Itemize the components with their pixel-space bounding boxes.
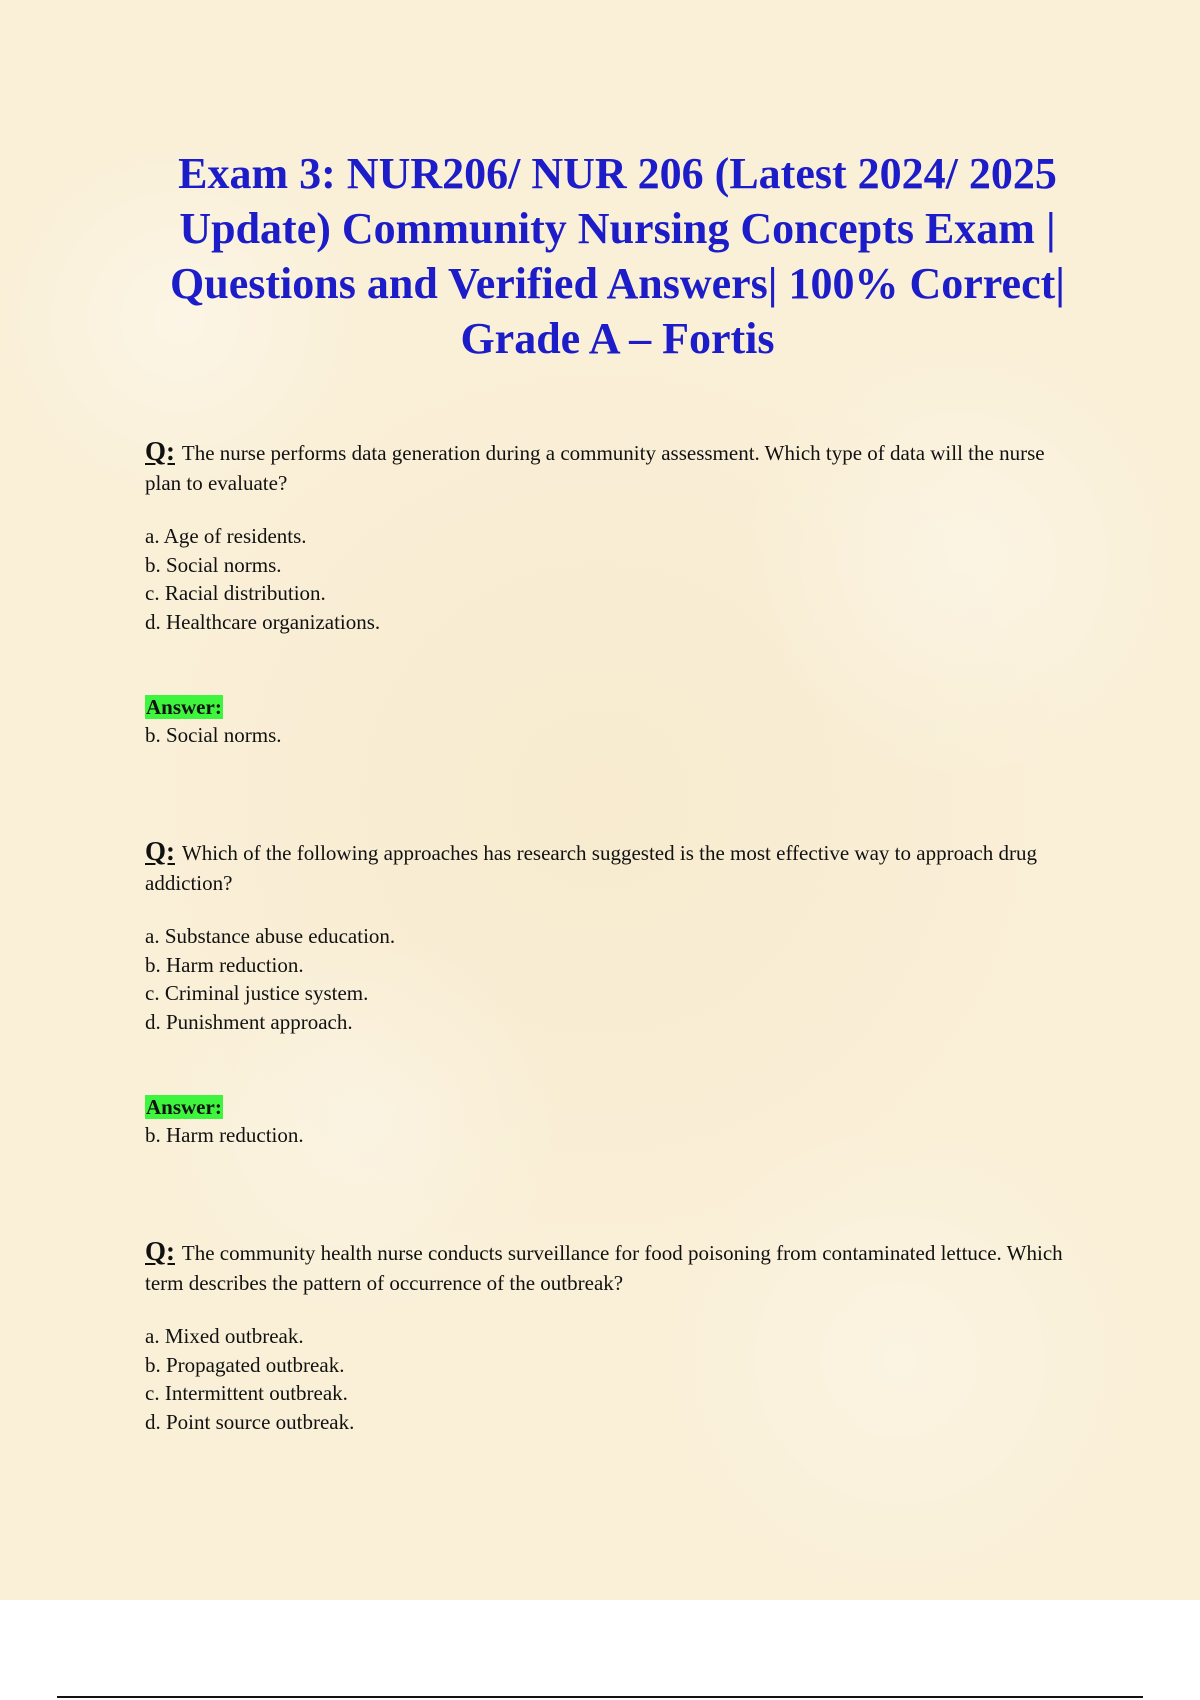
question-text-line — [145, 1236, 1075, 1298]
question-text: The nurse performs data generation during a community assessment. Which type of data will the nurse plan to evaluate? — [145, 441, 1045, 495]
option-item: a. Substance abuse education. — [145, 924, 396, 948]
option-item: b. Harm reduction. — [145, 952, 304, 977]
answer-text: b. Social norms. — [145, 723, 282, 747]
option-item: a. Mixed outbreak. — [145, 1324, 304, 1348]
options-list — [145, 1322, 1075, 1436]
question-text: The community health nurse conducts surveillance for food poisoning from contaminated lettuce. Which term describes the pattern of occurrence of the outbreak? — [145, 1241, 1063, 1295]
option-item: c. Racial distribution. — [145, 581, 326, 605]
question-text-line — [145, 436, 1075, 498]
document-title: Exam 3: NUR206/ NUR 206 (Latest 2024/ 2025 Update) Community Nursing Concepts Exam | Questions and Verified Answers| 100% Correct| Grade A – Fortis — [170, 149, 1065, 363]
question-block — [145, 436, 1075, 749]
question-block — [145, 836, 1075, 1149]
answer-block — [145, 693, 1075, 749]
option-item: c. Intermittent outbreak. — [145, 1381, 348, 1405]
options-list — [145, 922, 1075, 1036]
question-block — [145, 1236, 1075, 1436]
answer-text: b. Harm reduction. — [145, 1123, 304, 1147]
question-label: Q: — [145, 836, 175, 866]
answer-block — [145, 1093, 1075, 1149]
question-text: Which of the following approaches has research suggested is the most effective way to approach drug addiction? — [145, 841, 1037, 895]
answer-label: Answer: — [146, 695, 222, 719]
options-list — [145, 522, 1075, 636]
option-item: d. Punishment approach. — [145, 1009, 353, 1034]
option-item: d. Healthcare organizations. — [145, 609, 381, 634]
option-item: b. Propagated outbreak. — [145, 1352, 345, 1377]
footer-divider — [57, 1696, 1143, 1698]
option-item: a. Age of residents. — [145, 524, 307, 548]
question-text-line — [145, 836, 1075, 898]
option-item: c. Criminal justice system. — [145, 981, 369, 1005]
option-item: d. Point source outbreak. — [145, 1409, 355, 1434]
option-item: b. Social norms. — [145, 552, 282, 577]
answer-label: Answer: — [146, 1095, 222, 1119]
question-label: Q: — [145, 436, 175, 466]
question-label: Q: — [145, 1236, 175, 1266]
